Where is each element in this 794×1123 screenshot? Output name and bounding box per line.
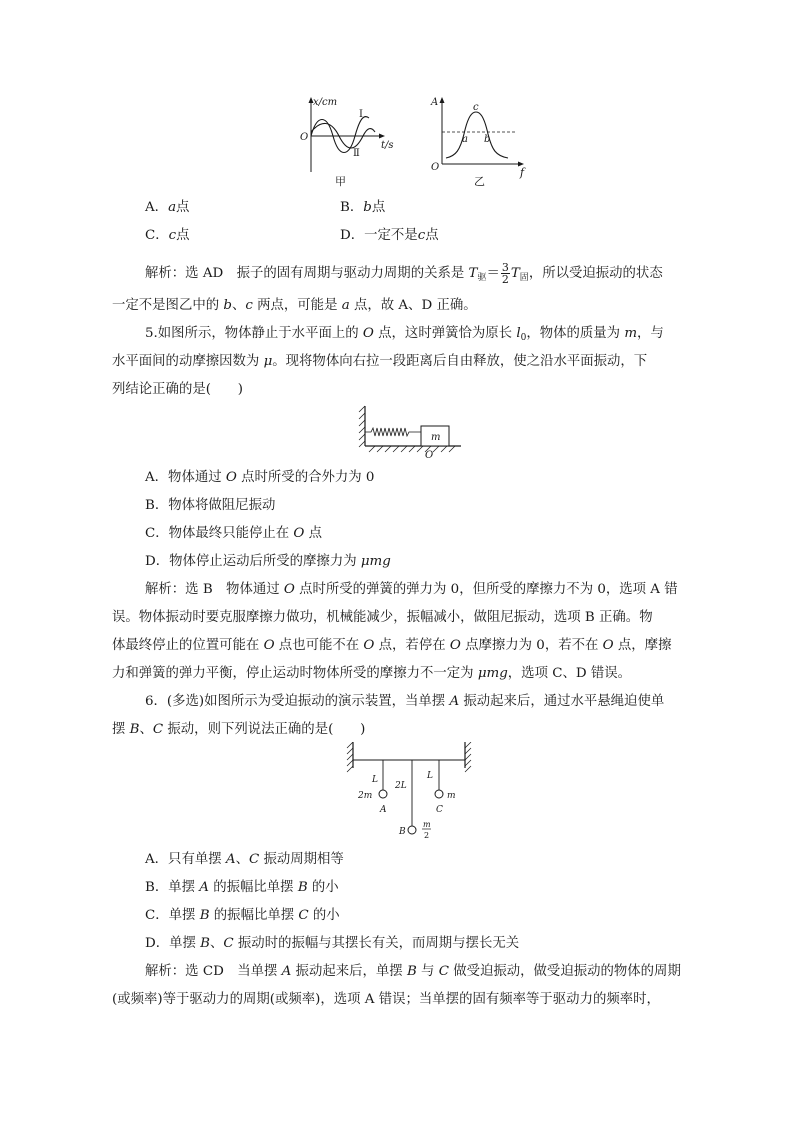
q5-stem-line3: 列结论正确的是( ): [112, 382, 243, 397]
ground-hatch: [369, 446, 455, 452]
label-a-mass: 2m: [358, 791, 373, 801]
q4-option-a: A．a点: [145, 200, 190, 215]
jia-curve-2-label: Ⅱ: [353, 148, 360, 159]
q5-analysis-line4: 力和弹簧的弹力平衡，停止运动时物体所受的摩擦力不一定为 μmg，选项 C、D 错误。: [112, 666, 632, 681]
fraction-3-2: $\frac{3}{2}$: [501, 261, 509, 286]
q6-stem-line2: 摆 B、C 振动，则下列说法正确的是( ): [112, 722, 366, 737]
q4-option-d: D．一定不是c点: [340, 228, 439, 243]
jia-curve-1-label: Ⅰ: [359, 109, 363, 120]
label-b: B: [399, 827, 406, 837]
point-o-label: O: [425, 450, 434, 458]
q4-analysis-line1: 解析：选 AD 振子的固有周期与驱动力周期的关系是 $T_驱=$ $\frac{3}{2}$ $T_固$，所以受迫振动的状态: [145, 261, 663, 286]
jia-curve-1: [311, 117, 369, 153]
yi-point-a: a: [462, 134, 468, 145]
jia-x-arrow: [379, 134, 385, 139]
label-a-length: L: [372, 775, 378, 785]
figure-yi: [426, 92, 536, 192]
q5-analysis-line2: 误。物体振动时要克服摩擦力做功，机械能减少，振幅减小，做阻尼振动，选项 B 正确。物: [112, 610, 653, 625]
left-support-hatch: [347, 742, 353, 772]
q5-stem-line2: 水平面间的动摩擦因数为 μ。现将物体向右拉一段距离后自由释放，使之沿水平面振动，下: [112, 354, 648, 369]
jia-caption: 甲: [335, 175, 346, 188]
label-c: C: [436, 805, 443, 815]
q6-analysis-line2: (或频率)等于驱动力的周期(或频率)，选项 A 错误；当单摆的固有频率等于驱动力的频率时，: [112, 992, 660, 1007]
pendulum-a-bob: [379, 790, 387, 798]
yi-y-arrow: [440, 97, 445, 103]
q6-option-c: C．单摆 B 的振幅比单摆 C 的小: [145, 908, 340, 923]
block-mass-label: m: [431, 432, 441, 443]
q6-option-a: A．只有单摆 A、C 振动周期相等: [145, 852, 344, 867]
figure-jia: [293, 92, 403, 192]
label-b-length: 2L: [395, 781, 407, 791]
pendulum-c-bob: [435, 790, 443, 798]
q6-stem-line1: 6．(多选)如图所示为受迫振动的演示装置，当单摆 A 振动起来后，通过水平悬绳迫使单: [145, 694, 665, 709]
right-support-hatch: [465, 742, 471, 772]
yi-point-b: b: [484, 134, 491, 145]
q5-option-a: A．物体通过 O 点时所受的合外力为 0: [145, 470, 375, 485]
label-a: A: [380, 805, 387, 815]
q5-option-c: C．物体最终只能停止在 O 点: [145, 526, 323, 541]
q6-pendulum-figure: [345, 742, 480, 842]
q4-option-b: B．b点: [340, 200, 386, 215]
yi-caption: 乙: [474, 175, 485, 188]
label-c-mass: m: [447, 791, 456, 801]
q5-analysis-line1: 解析：选 B 物体通过 O 点时所受的弹簧的弹力为 0，但所受的摩擦力不为 0，选项 A 错: [145, 582, 678, 597]
q6-option-b: B．单摆 A 的振幅比单摆 B 的小: [145, 880, 339, 895]
yi-point-c: c: [473, 102, 479, 113]
wall-hatch: [359, 406, 365, 447]
yi-origin: O: [431, 162, 440, 173]
q6-option-d: D．单摆 B、C 振动时的振幅与其摆长有关，而周期与摆长无关: [145, 936, 520, 951]
yi-x-label: f: [520, 166, 525, 179]
q5-stem-line1: 5.如图所示，物体静止于水平面上的 O 点，这时弹簧恰为原长 $l_0$，物体的质量为 m，与: [145, 326, 664, 343]
label-c-length: L: [427, 771, 433, 781]
yi-y-label: A: [431, 97, 439, 108]
q5-spring-figure: [355, 402, 465, 458]
jia-origin: O: [300, 132, 309, 143]
pendulum-b-bob: [408, 826, 416, 834]
spring: [365, 428, 421, 436]
q4-analysis-line2: 一定不是图乙中的 b、c 两点，可能是 a 点，故 A、D 正确。: [112, 298, 477, 313]
yi-resonance-curve: [446, 112, 508, 158]
label-b-mass-num: m: [423, 820, 431, 829]
q5-option-d: D．物体停止运动后所受的摩擦力为 μmg: [145, 554, 391, 569]
q4-option-c: C．c点: [145, 228, 190, 243]
q5-option-b: B．物体将做阻尼振动: [145, 498, 276, 513]
q6-analysis-line1: 解析：选 CD 当单摆 A 振动起来后，单摆 B 与 C 做受迫振动，做受迫振动的物体的周期: [145, 964, 681, 979]
q5-analysis-line3: 体最终停止的位置可能在 O 点也可能不在 O 点，若停在 O 点摩擦力为 0，若不在 O 点，摩擦: [112, 638, 672, 653]
jia-x-label: t/s: [381, 140, 394, 151]
label-b-mass-den: 2: [424, 831, 430, 840]
jia-y-label: x/cm: [313, 97, 338, 108]
